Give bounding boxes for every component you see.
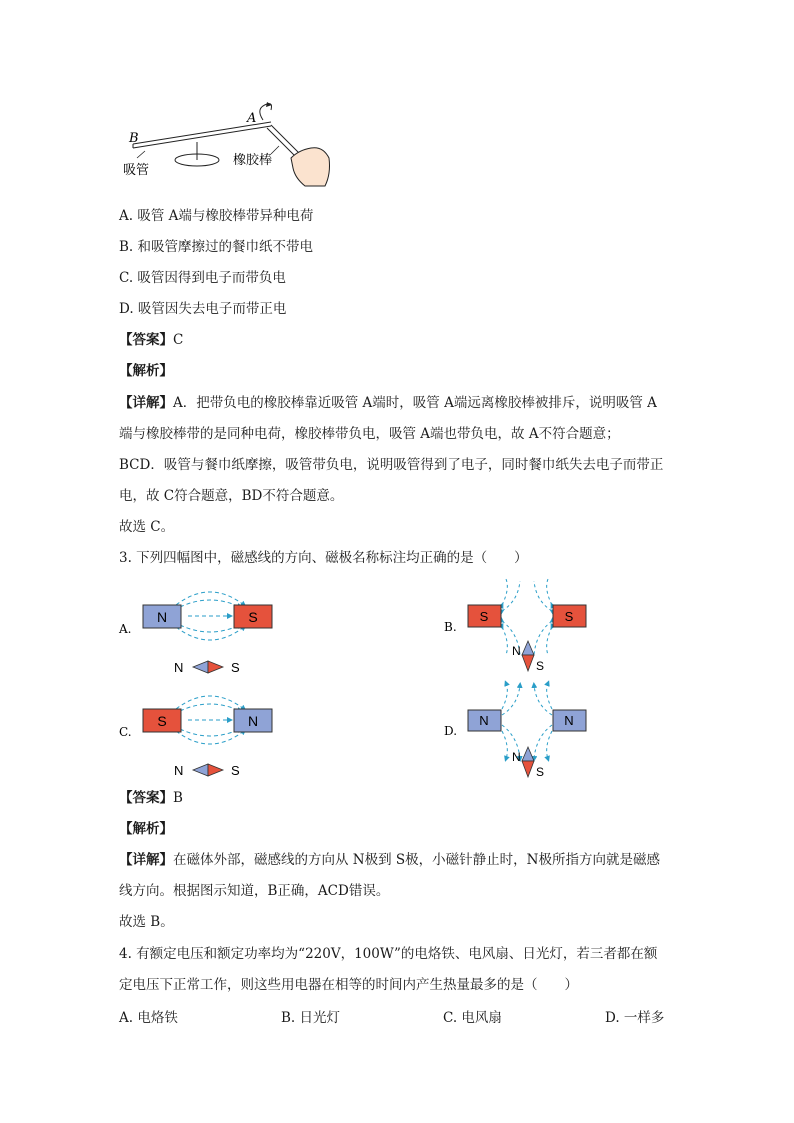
straw-rod-figure: [119, 98, 339, 190]
label-option-d: D.: [444, 724, 458, 738]
label-option-a: A.: [119, 622, 132, 636]
q3-detail-2: 线方向。根据图示知道，B正确，ACD错误。: [119, 883, 390, 899]
answer-tag: 【答案】: [119, 790, 173, 806]
q2-detail-1: [119, 393, 657, 413]
label-rod: 橡胶棒: [233, 153, 273, 168]
q4-stem-2: 定电压下正常工作，则这些用电器在相等的时间内产生热量最多的是（ ）: [119, 977, 578, 993]
pole-left: S: [479, 609, 489, 624]
q2-analysis: 【解析】: [119, 363, 173, 379]
q2-answer: [119, 330, 183, 350]
q3-stem: 3. 下列四幅图中，磁感线的方向、磁极名称标注均正确的是（ ）: [119, 550, 528, 566]
field-lines: [502, 683, 552, 759]
compass-needle: [512, 641, 544, 673]
label-b: B: [129, 131, 139, 146]
pole-right: S: [248, 609, 258, 625]
needle-n: N: [512, 644, 521, 658]
compass-needle: [512, 747, 544, 779]
needle-s: S: [231, 763, 240, 778]
q4-option-d: D. 一样多: [605, 1010, 665, 1026]
q3-conclusion: 故选 B。: [119, 914, 174, 930]
q2-option-a: A. 吸管 A端与橡胶棒带异种电荷: [119, 208, 314, 224]
q2-option-c: C. 吸管因得到电子而带负电: [119, 270, 286, 286]
q2-detail-3: BCD．吸管与餐巾纸摩擦，吸管带负电，说明吸管得到了电子，同时餐巾纸失去电子而带正: [119, 457, 664, 473]
q4-option-b: B. 日光灯: [281, 1010, 341, 1026]
figure-d: [468, 683, 586, 779]
q3-detail-1: [119, 850, 660, 870]
q2-option-d: D. 吸管因失去电子而带正电: [119, 301, 287, 317]
pole-right: N: [247, 713, 259, 729]
figure-c: [143, 696, 272, 778]
pole-left: N: [479, 713, 489, 728]
q2-detail-2: 端与橡胶棒带的是同种电荷，橡胶棒带负电，吸管 A端也带负电，故 A不符合题意；: [119, 426, 620, 442]
needle-n: N: [174, 660, 184, 675]
pole-right: N: [564, 713, 574, 728]
compass-needle: [174, 763, 240, 778]
pole-right: S: [564, 609, 574, 624]
rotation-arrow: [260, 104, 272, 120]
needle-n: N: [174, 763, 184, 778]
pole-left: S: [157, 713, 167, 729]
needle-s: S: [536, 765, 545, 779]
straw-pointer: [137, 151, 145, 158]
q4-stem-1: 4. 有额定电压和额定功率均为“220V，100W”的电烙铁、电风扇、日光灯，若三者都在额: [119, 946, 658, 962]
detail-tag: 【详解】: [119, 852, 173, 868]
rod-pointer: [271, 146, 279, 154]
label-a: A: [247, 111, 257, 126]
q4-option-c: C. 电风扇: [443, 1010, 502, 1026]
label-option-c: C.: [119, 725, 132, 739]
q4-option-a: A. 电烙铁: [119, 1010, 178, 1026]
needle-n: N: [512, 750, 521, 764]
needle-s: S: [536, 659, 545, 673]
q3-answer: [119, 788, 183, 808]
figure-a: [143, 592, 272, 675]
figure-b: [468, 579, 586, 673]
detail-text: A．把带负电的橡胶棒靠近吸管 A端时，吸管 A端远离橡胶棒被排斥，说明吸管 A: [173, 395, 657, 411]
detail-text: 在磁体外部，磁感线的方向从 N极到 S极，小磁针静止时，N极所指方向就是磁感: [173, 852, 660, 868]
label-straw: 吸管: [123, 163, 150, 178]
pole-left: N: [156, 609, 168, 625]
answer-value: C: [173, 332, 184, 348]
compass-needle: [174, 660, 240, 675]
detail-tag: 【详解】: [119, 395, 173, 411]
answer-value: B: [173, 790, 183, 806]
q2-option-b: B. 和吸管摩擦过的餐巾纸不带电: [119, 239, 314, 255]
label-option-b: B.: [444, 620, 457, 634]
needle-s: S: [231, 660, 240, 675]
answer-tag: 【答案】: [119, 332, 173, 348]
magnet-figures: [110, 575, 600, 787]
hand: [291, 148, 330, 186]
q2-detail-4: 电，故 C符合题意，BD不符合题意。: [119, 488, 344, 504]
q3-analysis: 【解析】: [119, 821, 173, 837]
q2-conclusion: 故选 C。: [119, 519, 175, 535]
